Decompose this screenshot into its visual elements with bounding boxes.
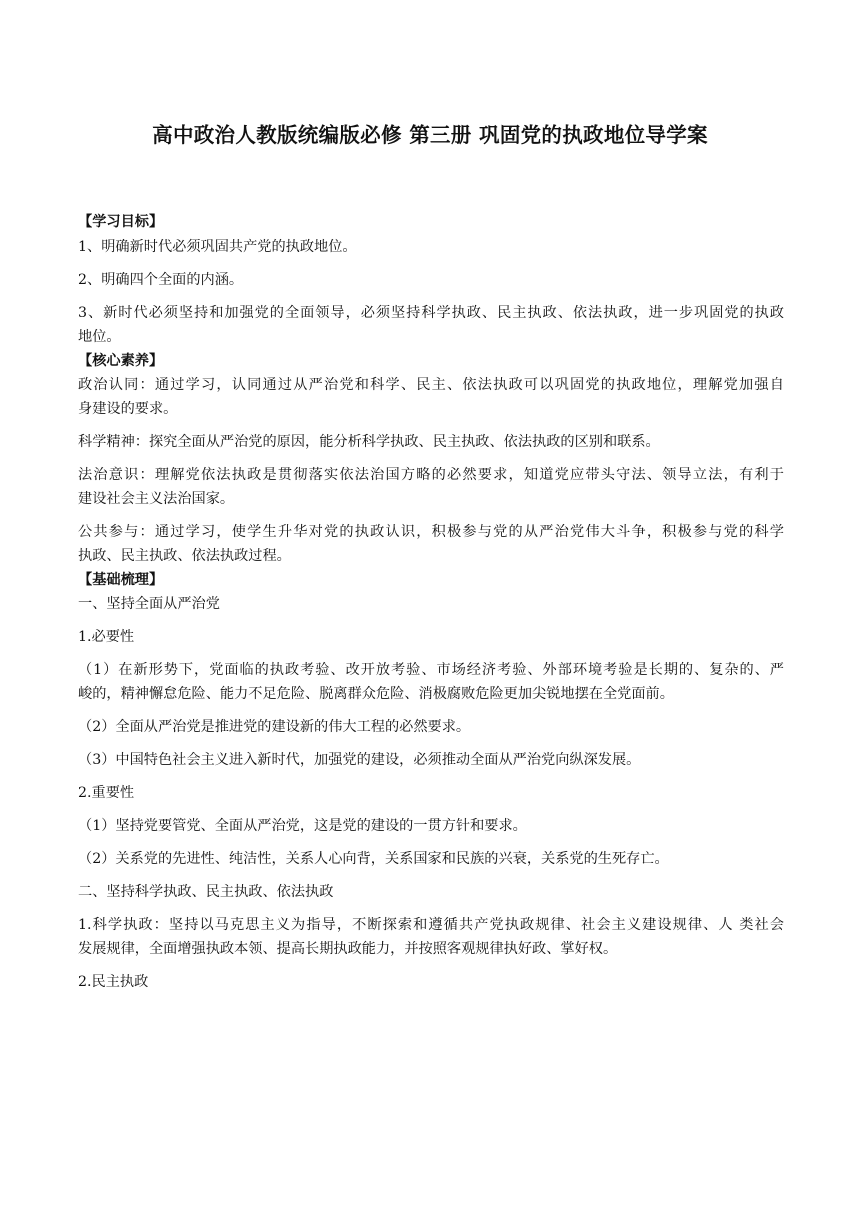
section-heading-learning-goals: 【学习目标】 (78, 214, 164, 230)
paragraph-line: （3）中国特色社会主义进入新时代，加强党的建设，必须推动全面从严治党向纵深发展。 (78, 752, 641, 768)
paragraph-line: 1.科学执政：坚持以马克思主义为指导，不断探索和遵循共产党执政规律、社会主义建设规律、人 类社会 (78, 917, 784, 933)
paragraph-line: 公共参与：通过学习，使学生升华对党的执政认识，积极参与党的从严治党伟大斗争，积极参与党的科学 (78, 524, 784, 540)
paragraph-line: 2.民主执政 (78, 974, 149, 990)
paragraph-line: 2、明确四个全面的内涵。 (78, 272, 244, 288)
paragraph-line: （2）全面从严治党是推进党的建设新的伟大工程的必然要求。 (78, 719, 471, 735)
paragraph-line: 1.必要性 (78, 629, 135, 645)
section-heading-core-literacy: 【核心素养】 (78, 353, 164, 369)
page-title: 高中政治人教版统编版必修 第三册 巩固党的执政地位导学案 (152, 123, 708, 147)
section-heading-basics: 【基础梳理】 (78, 572, 164, 588)
paragraph-line: 发展规律，全面增强执政本领、提高长期执政能力，并按照客观规律执好政、掌好权。 (78, 941, 618, 957)
paragraph-line: 1、明确新时代必须巩固共产党的执政地位。 (78, 239, 357, 255)
paragraph-line: 地位。 (78, 329, 121, 345)
paragraph-line: （1）在新形势下，党面临的执政考验、改开放考验、市场经济考验、外部环境考验是长期的、复杂的、严 (78, 662, 784, 678)
paragraph-line: 执政、民主执政、依法执政过程。 (78, 548, 291, 564)
paragraph-line: （2）关系党的先进性、纯洁性，关系人心向背，关系国家和民族的兴衰，关系党的生死存亡。 (78, 851, 669, 867)
paragraph-line: 3、新时代必须坚持和加强党的全面领导，必须坚持科学执政、民主执政、依法执政，进一步巩固党的执政 (78, 305, 784, 321)
paragraph-line: （1）坚持党要管党、全面从严治党，这是党的建设的一贯方针和要求。 (78, 818, 527, 834)
paragraph-line: 二、坚持科学执政、民主执政、依法执政 (78, 884, 334, 900)
paragraph-line: 身建设的要求。 (78, 401, 178, 417)
paragraph-line: 科学精神：探究全面从严治党的原因，能分析科学执政、民主执政、依法执政的区别和联系。 (78, 434, 660, 450)
paragraph-line: 2.重要性 (78, 785, 135, 801)
document-body (78, 212, 784, 1005)
paragraph-line: 法治意识：理解党依法执政是贯彻落实依法治国方略的必然要求，知道党应带头守法、领导立法，有利于 (78, 467, 784, 483)
paragraph-line: 峻的，精神懈怠危险、能力不足危险、脱离群众危险、消极腐败危险更加尖锐地摆在全党面前。 (78, 686, 674, 702)
paragraph-line: 一、坚持全面从严治党 (78, 596, 220, 612)
paragraph-line: 建设社会主义法治国家。 (78, 491, 235, 507)
paragraph-line: 政治认同：通过学习，认同通过从严治党和科学、民主、依法执政可以巩固党的执政地位，理解党加强自 (78, 377, 784, 393)
